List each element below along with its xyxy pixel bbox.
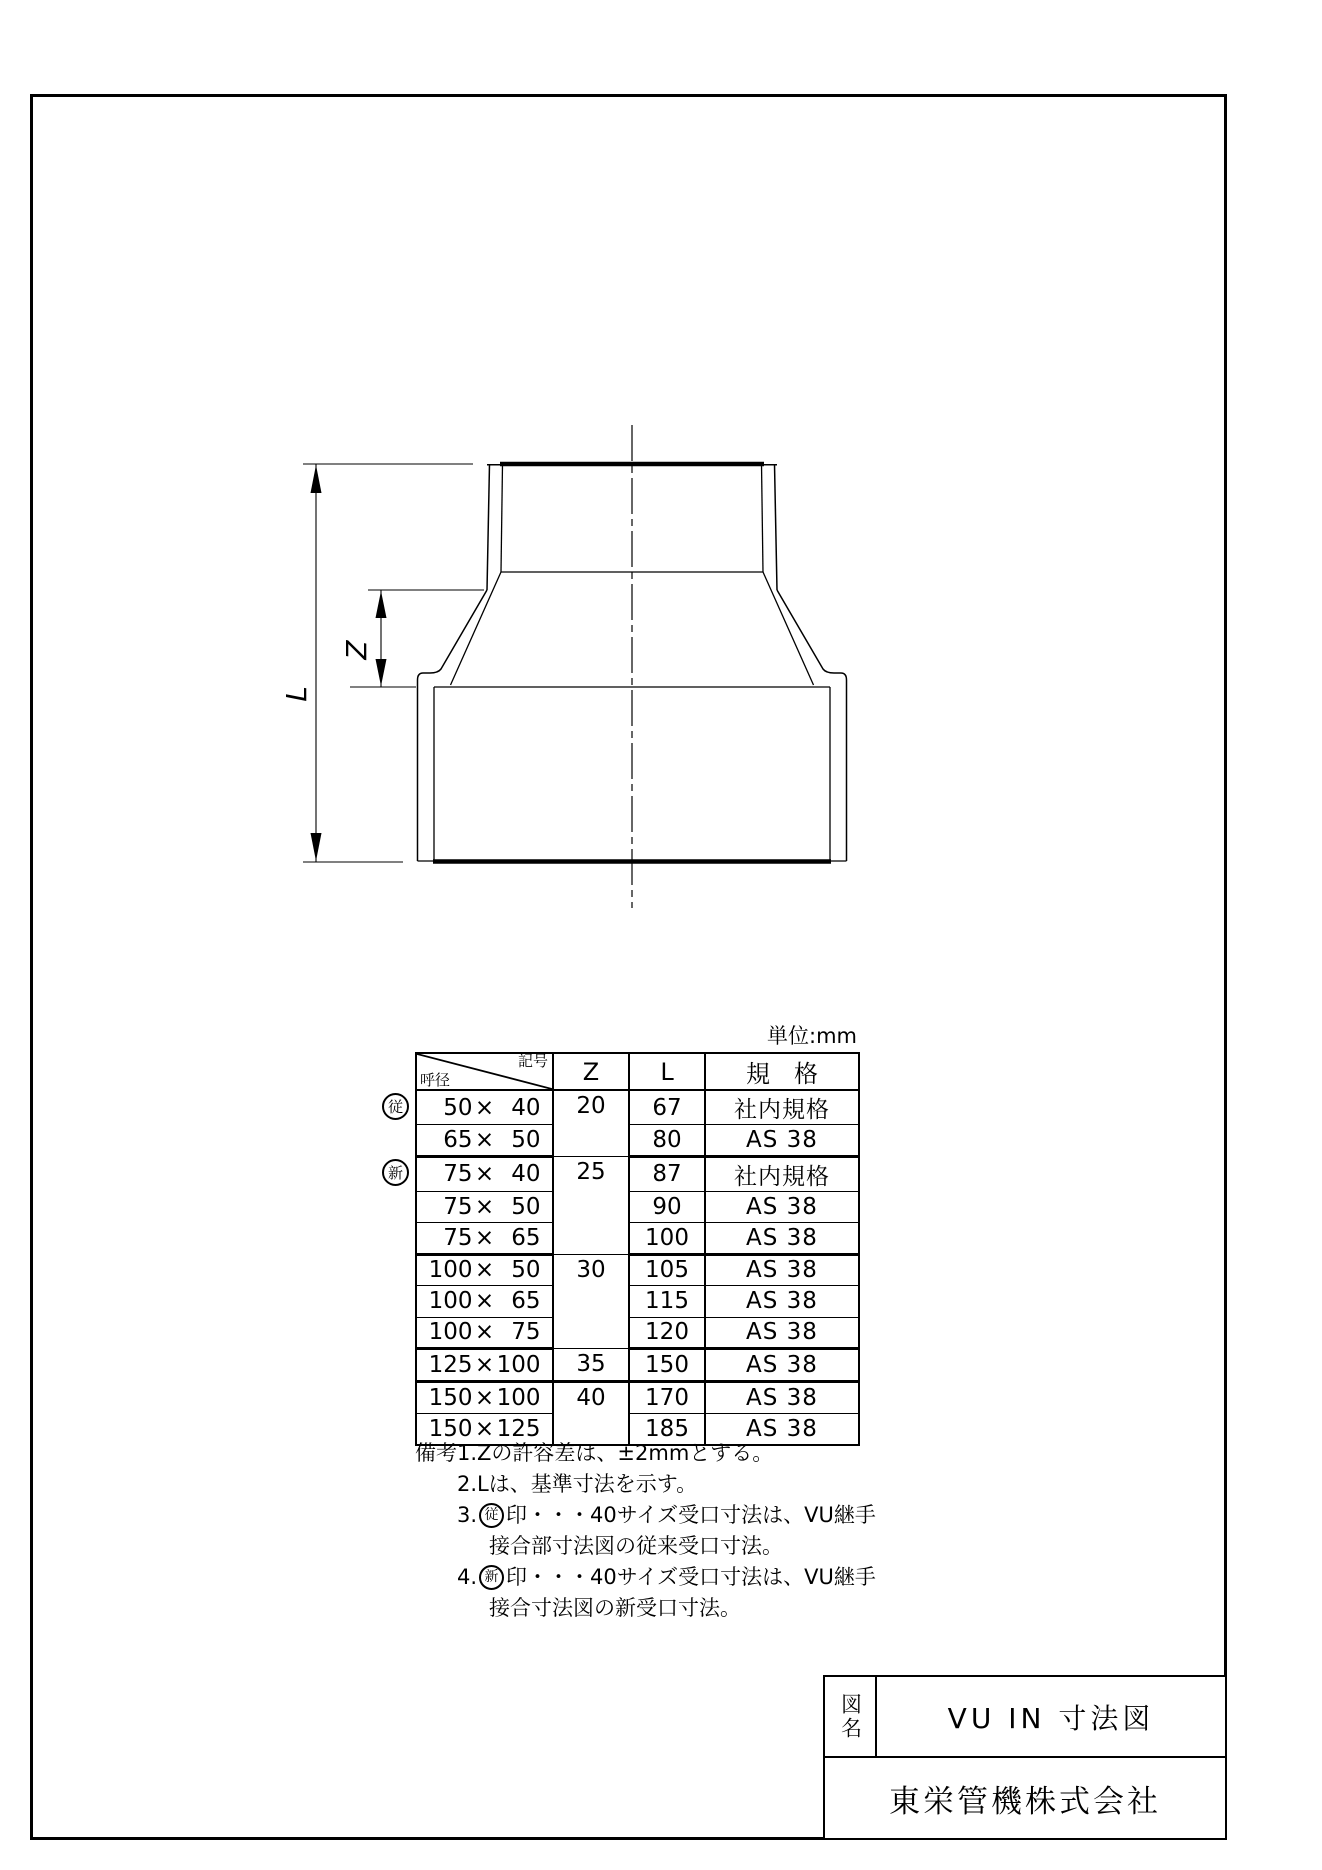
header-diameter-label: 呼径 bbox=[420, 1071, 451, 1089]
header-symbol-label: 記号 bbox=[517, 1052, 548, 1070]
note-number: 3. bbox=[457, 1503, 478, 1527]
top-socket-outer-right bbox=[775, 464, 778, 590]
dim-l-arrow-down bbox=[311, 833, 322, 861]
cell-l-value: 185 bbox=[629, 1413, 705, 1445]
cell-nominal-size: 50 × 40 bbox=[416, 1090, 553, 1125]
cell-z-value: 20 bbox=[553, 1090, 629, 1156]
header-cell-standard: 規 格 bbox=[705, 1053, 859, 1090]
cell-nominal-size: 100 × 65 bbox=[416, 1286, 553, 1318]
cell-standard: 社内規格 bbox=[705, 1090, 859, 1125]
cell-l-value: 150 bbox=[629, 1349, 705, 1382]
table-row bbox=[416, 1382, 859, 1414]
note-line bbox=[457, 1500, 876, 1531]
fitting-drawing bbox=[240, 395, 890, 965]
table-row bbox=[416, 1286, 859, 1318]
row-mark-circled: 従 bbox=[382, 1093, 409, 1120]
cell-nominal-size: 100 × 75 bbox=[416, 1317, 553, 1349]
top-socket-inner-right bbox=[762, 464, 764, 572]
cell-l-value: 67 bbox=[629, 1090, 705, 1125]
note-line bbox=[415, 1438, 876, 1469]
cell-standard: AS 38 bbox=[705, 1191, 859, 1223]
row-mark-circled: 新 bbox=[382, 1159, 409, 1186]
note-line bbox=[457, 1469, 876, 1500]
cell-standard: AS 38 bbox=[705, 1286, 859, 1318]
cell-nominal-size: 75 × 40 bbox=[416, 1156, 553, 1191]
table-header-row bbox=[416, 1053, 859, 1090]
dim-z-arrow-down bbox=[376, 659, 387, 686]
dim-l-label: L bbox=[280, 686, 313, 702]
header-cell-l: L bbox=[629, 1053, 705, 1090]
table-row bbox=[416, 1156, 859, 1191]
cell-standard: 社内規格 bbox=[705, 1156, 859, 1191]
note-text: 接合寸法図の新受口寸法。 bbox=[489, 1596, 741, 1620]
cell-nominal-size: 75 × 50 bbox=[416, 1191, 553, 1223]
header-cell-z: Z bbox=[553, 1053, 629, 1090]
drawing-name-label: 図名 bbox=[838, 1692, 863, 1741]
header-cell-diagonal bbox=[416, 1053, 553, 1090]
top-socket-inner-left bbox=[501, 464, 503, 572]
title-block-row-1 bbox=[825, 1677, 1225, 1758]
cell-nominal-size: 100 × 50 bbox=[416, 1254, 553, 1286]
note-number: 4. bbox=[457, 1565, 478, 1589]
company-name: 東栄管機株式会社 bbox=[889, 1783, 1161, 1820]
cell-l-value: 87 bbox=[629, 1156, 705, 1191]
cell-z-value: 30 bbox=[553, 1254, 629, 1349]
note-text: 印・・・40サイズ受口寸法は、VU継手 bbox=[506, 1565, 876, 1589]
cell-nominal-size: 150 × 125 bbox=[416, 1413, 553, 1445]
table-row bbox=[416, 1349, 859, 1382]
cell-l-value: 80 bbox=[629, 1125, 705, 1157]
cell-l-value: 105 bbox=[629, 1254, 705, 1286]
note-line bbox=[457, 1562, 876, 1593]
table-row bbox=[416, 1223, 859, 1255]
taper-outer-right bbox=[777, 590, 847, 861]
cell-nominal-size: 125 × 100 bbox=[416, 1349, 553, 1382]
top-socket-outer-left bbox=[487, 464, 490, 590]
dim-z-label: Z bbox=[340, 640, 373, 660]
dimension-z bbox=[340, 590, 484, 687]
cell-z-value: 25 bbox=[553, 1156, 629, 1254]
cell-l-value: 90 bbox=[629, 1191, 705, 1223]
table-row bbox=[416, 1125, 859, 1157]
note-circled-mark: 従 bbox=[479, 1503, 504, 1528]
note-circled-mark: 新 bbox=[479, 1565, 504, 1590]
drawing-title: VU IN 寸法図 bbox=[947, 1701, 1155, 1735]
cell-l-value: 120 bbox=[629, 1317, 705, 1349]
cell-l-value: 100 bbox=[629, 1223, 705, 1255]
dimension-table bbox=[415, 1052, 860, 1446]
dim-z-arrow-up bbox=[376, 591, 387, 618]
dim-l-arrow-up bbox=[311, 465, 322, 493]
table-row bbox=[416, 1191, 859, 1223]
cell-standard: AS 38 bbox=[705, 1317, 859, 1349]
cell-nominal-size: 65 × 50 bbox=[416, 1125, 553, 1157]
note-lead-label: 備考 bbox=[415, 1441, 457, 1465]
table-row bbox=[416, 1254, 859, 1286]
note-text: 接合部寸法図の従来受口寸法。 bbox=[489, 1534, 783, 1558]
cell-nominal-size: 75 × 65 bbox=[416, 1223, 553, 1255]
note-text: Lは、基準寸法を示す。 bbox=[477, 1472, 698, 1496]
table-row bbox=[416, 1317, 859, 1349]
title-block bbox=[823, 1675, 1227, 1840]
note-number: 2. bbox=[457, 1472, 478, 1496]
cell-nominal-size: 150 × 100 bbox=[416, 1382, 553, 1414]
note-number: 1. bbox=[457, 1441, 478, 1465]
cell-standard: AS 38 bbox=[705, 1413, 859, 1445]
notes-block bbox=[415, 1438, 876, 1624]
note-text: 印・・・40サイズ受口寸法は、VU継手 bbox=[506, 1503, 876, 1527]
note-text: Zの許容差は、±2mmとする。 bbox=[477, 1441, 774, 1465]
taper-outer-left bbox=[418, 590, 488, 861]
note-line bbox=[489, 1593, 876, 1624]
cell-z-value: 35 bbox=[553, 1349, 629, 1382]
note-line bbox=[489, 1531, 876, 1562]
cell-standard: AS 38 bbox=[705, 1223, 859, 1255]
drawing-name-label-cell bbox=[825, 1677, 877, 1756]
taper-inner-right bbox=[763, 572, 814, 685]
cell-standard: AS 38 bbox=[705, 1349, 859, 1382]
unit-label: 単位:mm bbox=[767, 1024, 857, 1048]
dimension-table-wrap bbox=[387, 1052, 860, 1446]
cell-standard: AS 38 bbox=[705, 1254, 859, 1286]
cell-l-value: 170 bbox=[629, 1382, 705, 1414]
cell-z-value: 40 bbox=[553, 1382, 629, 1445]
cell-standard: AS 38 bbox=[705, 1382, 859, 1414]
taper-inner-left bbox=[451, 572, 502, 685]
cell-l-value: 115 bbox=[629, 1286, 705, 1318]
table-row bbox=[416, 1090, 859, 1125]
cell-standard: AS 38 bbox=[705, 1125, 859, 1157]
